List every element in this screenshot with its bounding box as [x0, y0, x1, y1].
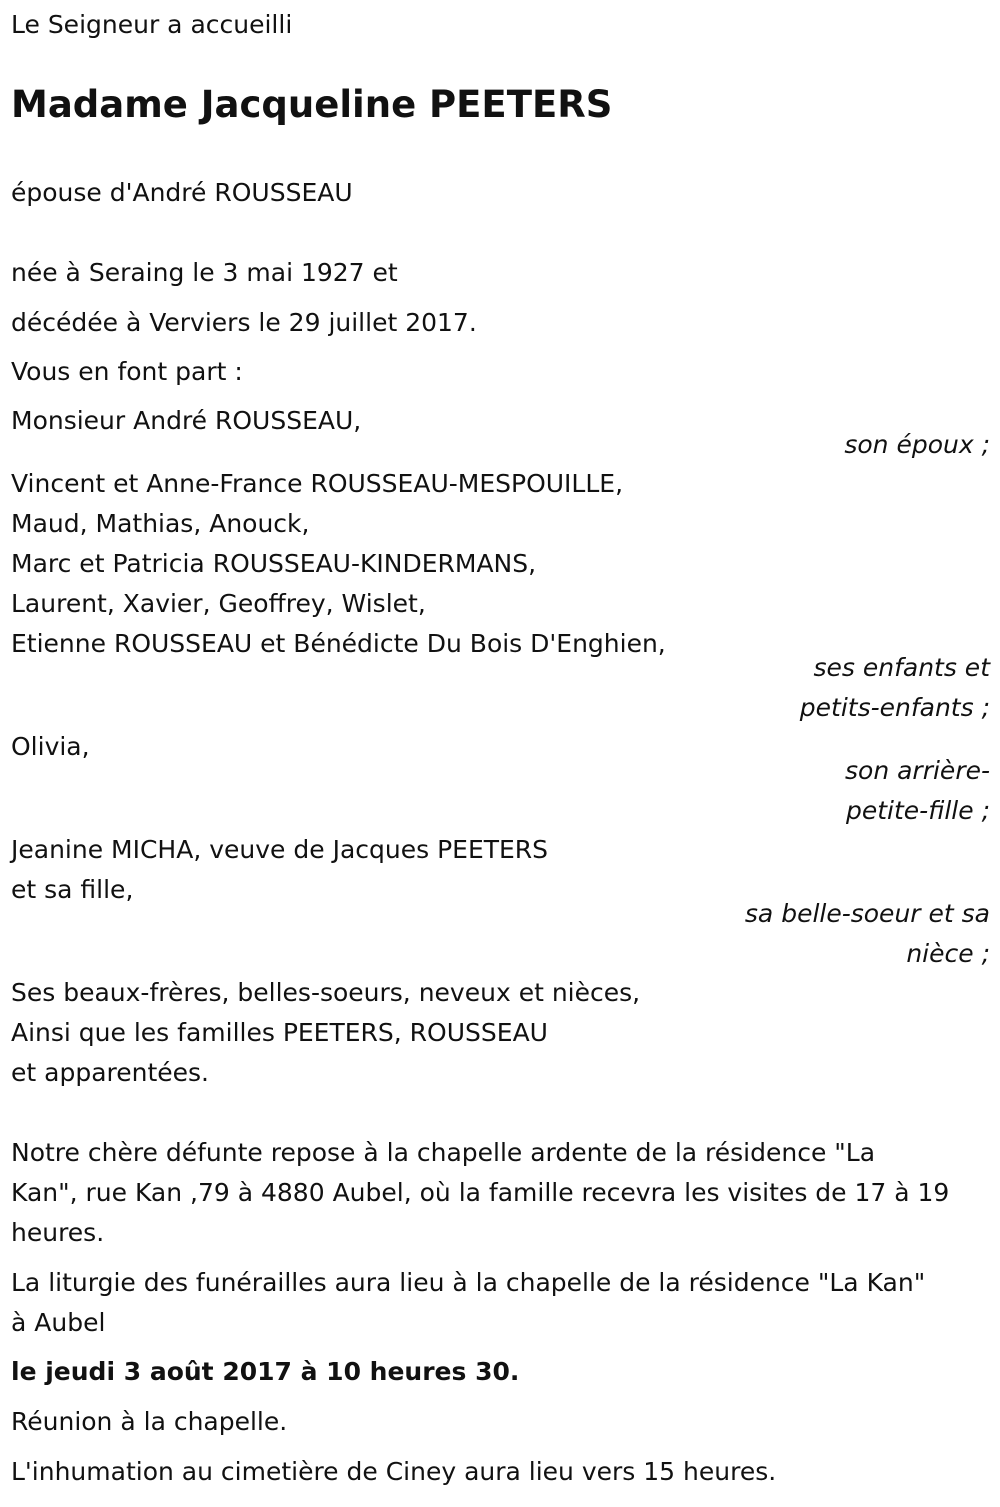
liturgy-text: La liturgie des funérailles aura lieu à la chapelle de la résidence "La Kan"	[11, 1268, 926, 1297]
liturgy-text: à Aubel	[11, 1308, 106, 1337]
repose-text: Notre chère défunte repose à la chapelle ardente de la résidence "La	[11, 1138, 876, 1167]
family-line: et apparentées.	[11, 1058, 209, 1087]
family-line: Olivia,	[11, 732, 90, 761]
birth-line: née à Seraing le 3 mai 1927 et	[11, 258, 398, 287]
death-line: décédée à Verviers le 29 juillet 2017.	[11, 308, 477, 337]
family-line: Ses beaux-frères, belles-soeurs, neveux et nièces,	[11, 978, 641, 1007]
repose-text: heures.	[11, 1218, 105, 1247]
ceremony-date: le jeudi 3 août 2017 à 10 heures 30.	[11, 1357, 520, 1386]
family-line: Marc et Patricia ROUSSEAU-KINDERMANS,	[11, 549, 537, 578]
relation-label: nièce ;	[906, 939, 990, 968]
deceased-name: Madame Jacqueline PEETERS	[11, 83, 613, 126]
intro-text: Le Seigneur a accueilli	[11, 10, 293, 39]
family-line: Laurent, Xavier, Geoffrey, Wislet,	[11, 589, 426, 618]
family-line: Monsieur André ROUSSEAU,	[11, 406, 362, 435]
family-line: Etienne ROUSSEAU et Bénédicte Du Bois D'Enghien,	[11, 629, 666, 658]
relation-label: son arrière-	[845, 756, 990, 785]
relation-label: son époux ;	[844, 430, 990, 459]
relation-label: petite-fille ;	[846, 796, 990, 825]
relation-label: sa belle-soeur et sa	[744, 899, 990, 928]
family-line: Jeanine MICHA, veuve de Jacques PEETERS	[11, 835, 549, 864]
burial-text: L'inhumation au cimetière de Ciney aura lieu vers 15 heures.	[11, 1457, 777, 1486]
family-line: Ainsi que les familles PEETERS, ROUSSEAU	[11, 1018, 548, 1047]
relation-label: petits-enfants ;	[799, 693, 990, 722]
repose-text: Kan", rue Kan ,79 à 4880 Aubel, où la famille recevra les visites de 17 à 19	[11, 1178, 950, 1207]
announce-line: Vous en font part :	[11, 357, 243, 386]
family-line: Vincent et Anne-France ROUSSEAU-MESPOUILLE,	[11, 469, 624, 498]
family-line: et sa fille,	[11, 875, 134, 904]
family-line: Maud, Mathias, Anouck,	[11, 509, 310, 538]
spouse-line: épouse d'André ROUSSEAU	[11, 178, 353, 207]
relation-label: ses enfants et	[813, 653, 990, 682]
reunion-text: Réunion à la chapelle.	[11, 1407, 288, 1436]
